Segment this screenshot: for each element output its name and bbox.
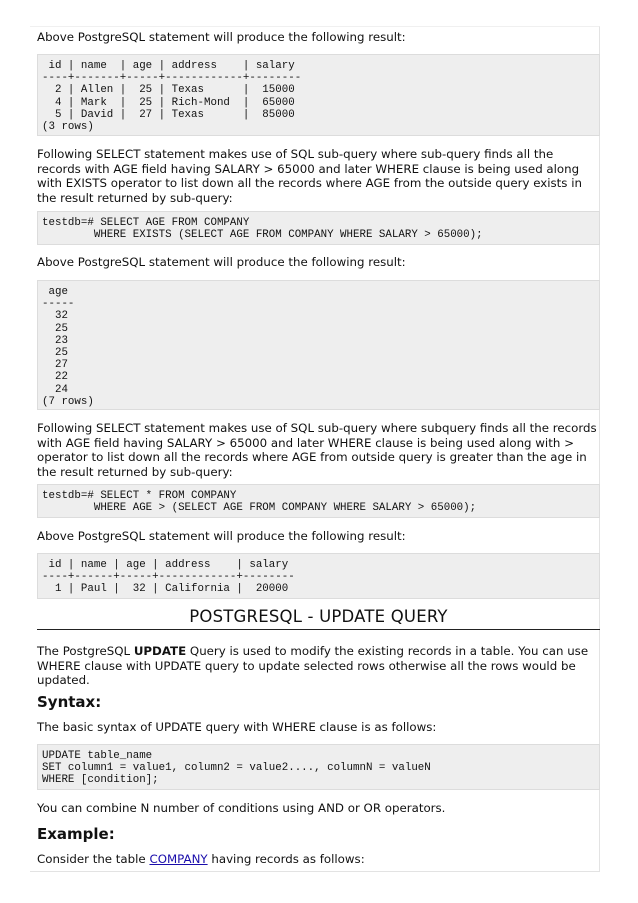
code-result-table-2: id | name | age | address | salary ----+------+-----+------------+-------- 1 | Paul | 32 | California | 20000: [37, 553, 600, 599]
paragraph-greater-than-description: Following SELECT statement makes use of SQL sub-query where subquery finds all the records with AGE field having SALARY > 65000 and later WHERE clause is being used along with > operator to list down all the records where AGE from outside query is greater than the age in the result returned by sub-query:: [37, 421, 597, 479]
update-text-lead: The PostgreSQL: [37, 644, 134, 658]
paragraph-example-intro: [37, 852, 600, 867]
example-text-lead: Consider the table: [37, 852, 150, 866]
section-title: POSTGRESQL - UPDATE QUERY: [37, 607, 600, 630]
code-update-syntax: UPDATE table_name SET column1 = value1, column2 = value2...., columnN = valueN WHERE [condition];: [37, 744, 600, 790]
code-result-age-list: age ----- 32 25 23 25 27 22 24 (7 rows): [37, 280, 600, 410]
paragraph-result-intro-2: Above PostgreSQL statement will produce the following result:: [37, 255, 406, 269]
code-greater-than-query: testdb=# SELECT * FROM COMPANY WHERE AGE > (SELECT AGE FROM COMPANY WHERE SALARY > 65000);: [37, 484, 600, 518]
update-text-rest: Query is used to modify the existing records in a table. You can use WHERE clause with UPDATE query to update selected rows otherwise all the rows would be updated.: [37, 644, 589, 688]
code-exists-query: testdb=# SELECT AGE FROM COMPANY WHERE EXISTS (SELECT AGE FROM COMPANY WHERE SALARY > 65000);: [37, 211, 600, 245]
paragraph-conditions-note: You can combine N number of conditions using AND or OR operators.: [37, 801, 446, 815]
update-keyword: UPDATE: [133, 644, 187, 658]
paragraph-update-description: [37, 644, 600, 688]
paragraph-result-intro-1: Above PostgreSQL statement will produce the following result:: [37, 30, 406, 44]
example-heading: Example:: [37, 825, 115, 843]
paragraph-exists-description: Following SELECT statement makes use of SQL sub-query where sub-query finds all the records with AGE field having SALARY > 65000 and later WHERE clause is being used along with EXISTS operator to list down all the records where AGE from the outside query exists in the result returned by sub-query:: [37, 147, 582, 205]
syntax-heading: Syntax:: [37, 693, 102, 711]
paragraph-syntax-intro: The basic syntax of UPDATE query with WHERE clause is as follows:: [37, 720, 437, 734]
code-result-table-1: id | name | age | address | salary ----+-------+-----+------------+-------- 2 | Allen | 25 | Texas | 15000 4 | Mark | 25 | Rich-Mond | 65000 5 | David | 27 | Texas | 85000 (3 rows): [37, 54, 600, 136]
paragraph-result-intro-3: Above PostgreSQL statement will produce the following result:: [37, 529, 406, 543]
example-text-rest: having records as follows:: [207, 852, 365, 866]
company-link[interactable]: COMPANY: [149, 852, 208, 866]
